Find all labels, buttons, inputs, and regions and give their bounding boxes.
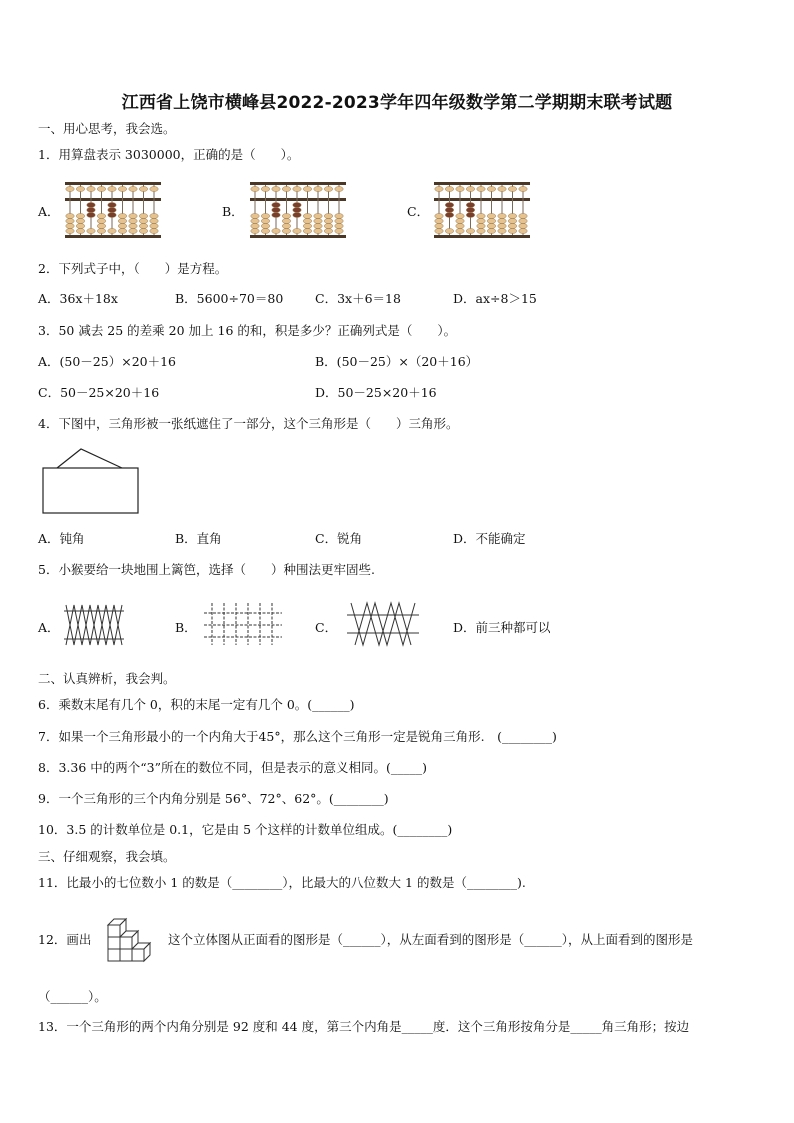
q3-option-c: C．50－25×20＋16 <box>38 385 160 400</box>
abacus-c-image <box>433 181 531 239</box>
covered-triangle-figure <box>40 446 140 514</box>
question-3-text: 3．50 减去 25 的差乘 20 加上 16 的和，积是多少？正确列式是（ ）。 <box>38 323 457 338</box>
section-1-heading: 一、用心思考，我会选。 <box>38 121 176 136</box>
section-3-heading: 三、仔细观察，我会填。 <box>38 849 176 864</box>
question-13-text: 13．一个三角形的两个内角分别是 92 度和 44 度，第三个内角是_____度．这个三角形按角分是_____角三角形；按边 <box>38 1019 690 1034</box>
q5-option-b: B． <box>175 620 197 635</box>
q2-option-a: A．36x＋18x <box>38 291 118 306</box>
cube-stack-figure <box>104 913 154 967</box>
question-8-text: 8．3.36 中的两个“3”所在的数位不同，但是表示的意义相同。(_____) <box>38 760 427 775</box>
abacus-b-image <box>249 181 347 239</box>
q3-option-d: D．50－25×20＋16 <box>315 385 437 400</box>
question-2-text: 2．下列式子中，（ ）是方程。 <box>38 261 228 276</box>
q4-option-c: C．锐角 <box>315 531 363 546</box>
question-1-text: 1．用算盘表示 3030000，正确的是（ ）。 <box>38 147 300 162</box>
q3-option-a: A．(50－25）×20＋16 <box>38 354 177 369</box>
question-11-text: 11．比最小的七位数小 1 的数是（________），比最大的八位数大 1 的数是（________). <box>38 875 526 890</box>
q2-option-d: D．ax÷8＞15 <box>453 291 537 306</box>
q5-option-c: C． <box>315 620 338 635</box>
q1-option-b-label: B． <box>222 204 244 219</box>
question-6-text: 6．乘数末尾有几个 0，积的末尾一定有几个 0。(______) <box>38 697 355 712</box>
question-5-text: 5．小猴要给一块地围上篱笆，选择（ ）种围法更牢固些. <box>38 562 375 577</box>
fence-cross-figure <box>345 601 421 647</box>
q2-option-c: C．3x＋6＝18 <box>315 291 401 306</box>
q4-option-d: D．不能确定 <box>453 531 526 546</box>
question-12-continuation: （______）。 <box>38 989 107 1004</box>
abacus-a-image <box>64 181 162 239</box>
q5-option-a: A． <box>38 620 60 635</box>
question-10-text: 10．3.5 的计数单位是 0.1，它是由 5 个这样的计数单位组成。(________) <box>38 822 453 837</box>
q4-option-b: B．直角 <box>175 531 222 546</box>
question-7-text: 7．如果一个三角形最小的一个内角大于45°，那么这个三角形一定是锐角三角形. (________) <box>38 729 557 744</box>
q1-option-c-label: C． <box>407 204 430 219</box>
section-2-heading: 二、认真辨析，我会判。 <box>38 671 176 686</box>
question-12-text: 这个立体图从正面看的图形是（______），从左面看到的图形是（______），从上面看到的图形是 <box>168 932 694 947</box>
q1-option-a-label: A． <box>38 204 60 219</box>
fence-zigzag-figure <box>62 603 126 647</box>
fence-grid-figure <box>202 601 284 647</box>
page-title: 江西省上饶市横峰县2022-2023学年四年级数学第二学期期末联考试题 <box>121 93 673 113</box>
q5-option-d: D．前三种都可以 <box>453 620 551 635</box>
question-12-prefix: 12．画出 <box>38 932 92 947</box>
q4-option-a: A．钝角 <box>38 531 85 546</box>
q2-option-b: B．5600÷70＝80 <box>175 291 284 306</box>
q3-option-b: B．(50－25）×（20＋16） <box>315 354 479 369</box>
question-9-text: 9．一个三角形的三个内角分别是 56°、72°、62°。(________) <box>38 791 389 806</box>
question-4-text: 4．下图中，三角形被一张纸遮住了一部分，这个三角形是（ ）三角形。 <box>38 416 459 431</box>
